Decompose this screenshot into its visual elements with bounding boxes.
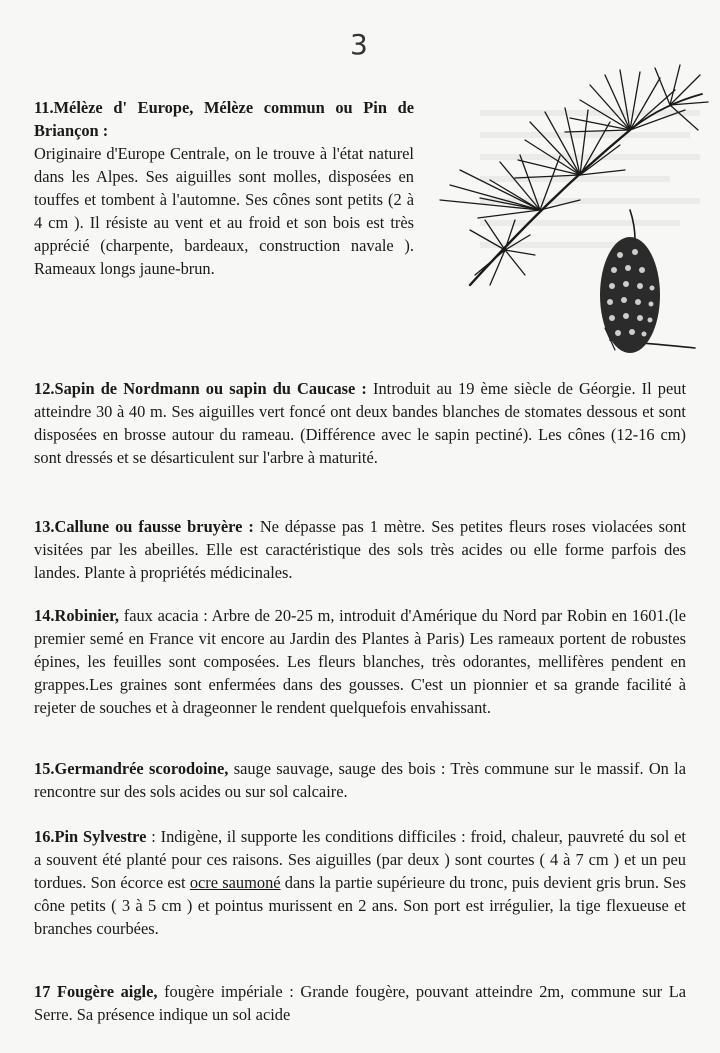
entry-body: faux acacia : Arbre de 20-25 m, introduit d'Amérique du Nord par Robin en 1601.(le premier semé en France vit encore au Jardin des Plantes à Paris) Les rameaux portent de robustes épines, les feuilles sont composées. Les fleurs blanches, très odorantes, mellifères pendent en grappes.Les graines sont enfermées dans des gousses. C'est un pionnier et sa grande facilité à rejeter de souches et à drageonner le rendent quelquefois envahissant. bbox=[34, 606, 686, 717]
entry-body: sauge sauvage, sauge des bois : Très commune sur le massif. On la rencontre sur des sols acides ou sur sol calcaire. bbox=[34, 759, 687, 801]
entry-title: 12.Sapin de Nordmann ou sapin du Caucase : bbox=[34, 379, 367, 398]
entry-title: 16.Pin Sylvestre bbox=[34, 827, 147, 846]
entry-14-robinier bbox=[34, 604, 686, 719]
page-number: 3 bbox=[350, 28, 368, 61]
entry-body: Originaire d'Europe Centrale, on le trouve à l'état naturel dans les Alpes. Ses aiguilles sont molles, disposées en touffes et tombent à l'automne. Ses cônes sont petits (2 à 4 cm ). Il résiste au vent et au froid et son bois est très apprécié (charpente, bardeaux, construction navale ). Rameaux longs jaune-brun. bbox=[34, 144, 414, 278]
entry-title: 17 Fougère aigle, bbox=[34, 982, 158, 1001]
larch-branch-with-cone-icon bbox=[430, 60, 710, 360]
entry-body-underlined: ocre saumoné bbox=[189, 873, 281, 892]
entry-16-pin-sylvestre bbox=[34, 825, 686, 940]
entry-12-sapin-nordmann bbox=[34, 377, 686, 469]
entry-11-meleze bbox=[34, 96, 414, 280]
entry-title: 13.Callune ou fausse bruyère : bbox=[34, 517, 254, 536]
entry-title: 15.Germandrée scorodoine, bbox=[34, 759, 229, 778]
entry-body: Introduit au 19 ème siècle de Géorgie. Il peut atteindre 30 à 40 m. Ses aiguilles vert foncé ont deux bandes blanches de stomates dessous et sont disposées en brosse autour du rameau. (Différence avec le sapin pectiné). Les cônes (12-16 cm) sont dressés et se désarticulent sur l'arbre à maturité. bbox=[34, 379, 686, 467]
entry-body: fougère impériale : Grande fougère, pouvant atteindre 2m, commune sur La Serre. Sa présence indique un sol acide bbox=[34, 982, 686, 1024]
entry-17-fougere-aigle bbox=[34, 980, 686, 1026]
entry-body: Ne dépasse pas 1 mètre. Ses petites fleurs roses violacées sont visitées par les abeilles. Elle est caractéristique des sols très acides ou elle forme parfois des landes. Plante à propriétés médicinales. bbox=[34, 517, 686, 582]
larch-illustration-svg bbox=[430, 60, 710, 360]
entry-body-after: dans la partie supérieure du tronc, puis devient gris brun. Ses cône petits ( 3 à 5 cm ) et pointus murissent en 2 ans. Son port est irrégulier, la tige flexueuse et branches courbées. bbox=[34, 873, 686, 938]
entry-body-before: : Indigène, il supporte les conditions difficiles : froid, chaleur, pauvreté du sol et a souvent été planté pour ces raisons. Ses aiguilles (par deux ) sont courtes ( 4 à 7 cm ) et un peu tordues. Son écorce est bbox=[34, 827, 686, 892]
entry-15-germandree bbox=[34, 757, 686, 803]
entry-title: 14.Robinier, bbox=[34, 606, 120, 625]
cone-icon bbox=[600, 237, 660, 353]
entry-13-callune bbox=[34, 515, 686, 584]
entry-title: 11.Mélèze d' Europe, Mélèze commun ou Pin de Briançon : bbox=[34, 98, 414, 140]
